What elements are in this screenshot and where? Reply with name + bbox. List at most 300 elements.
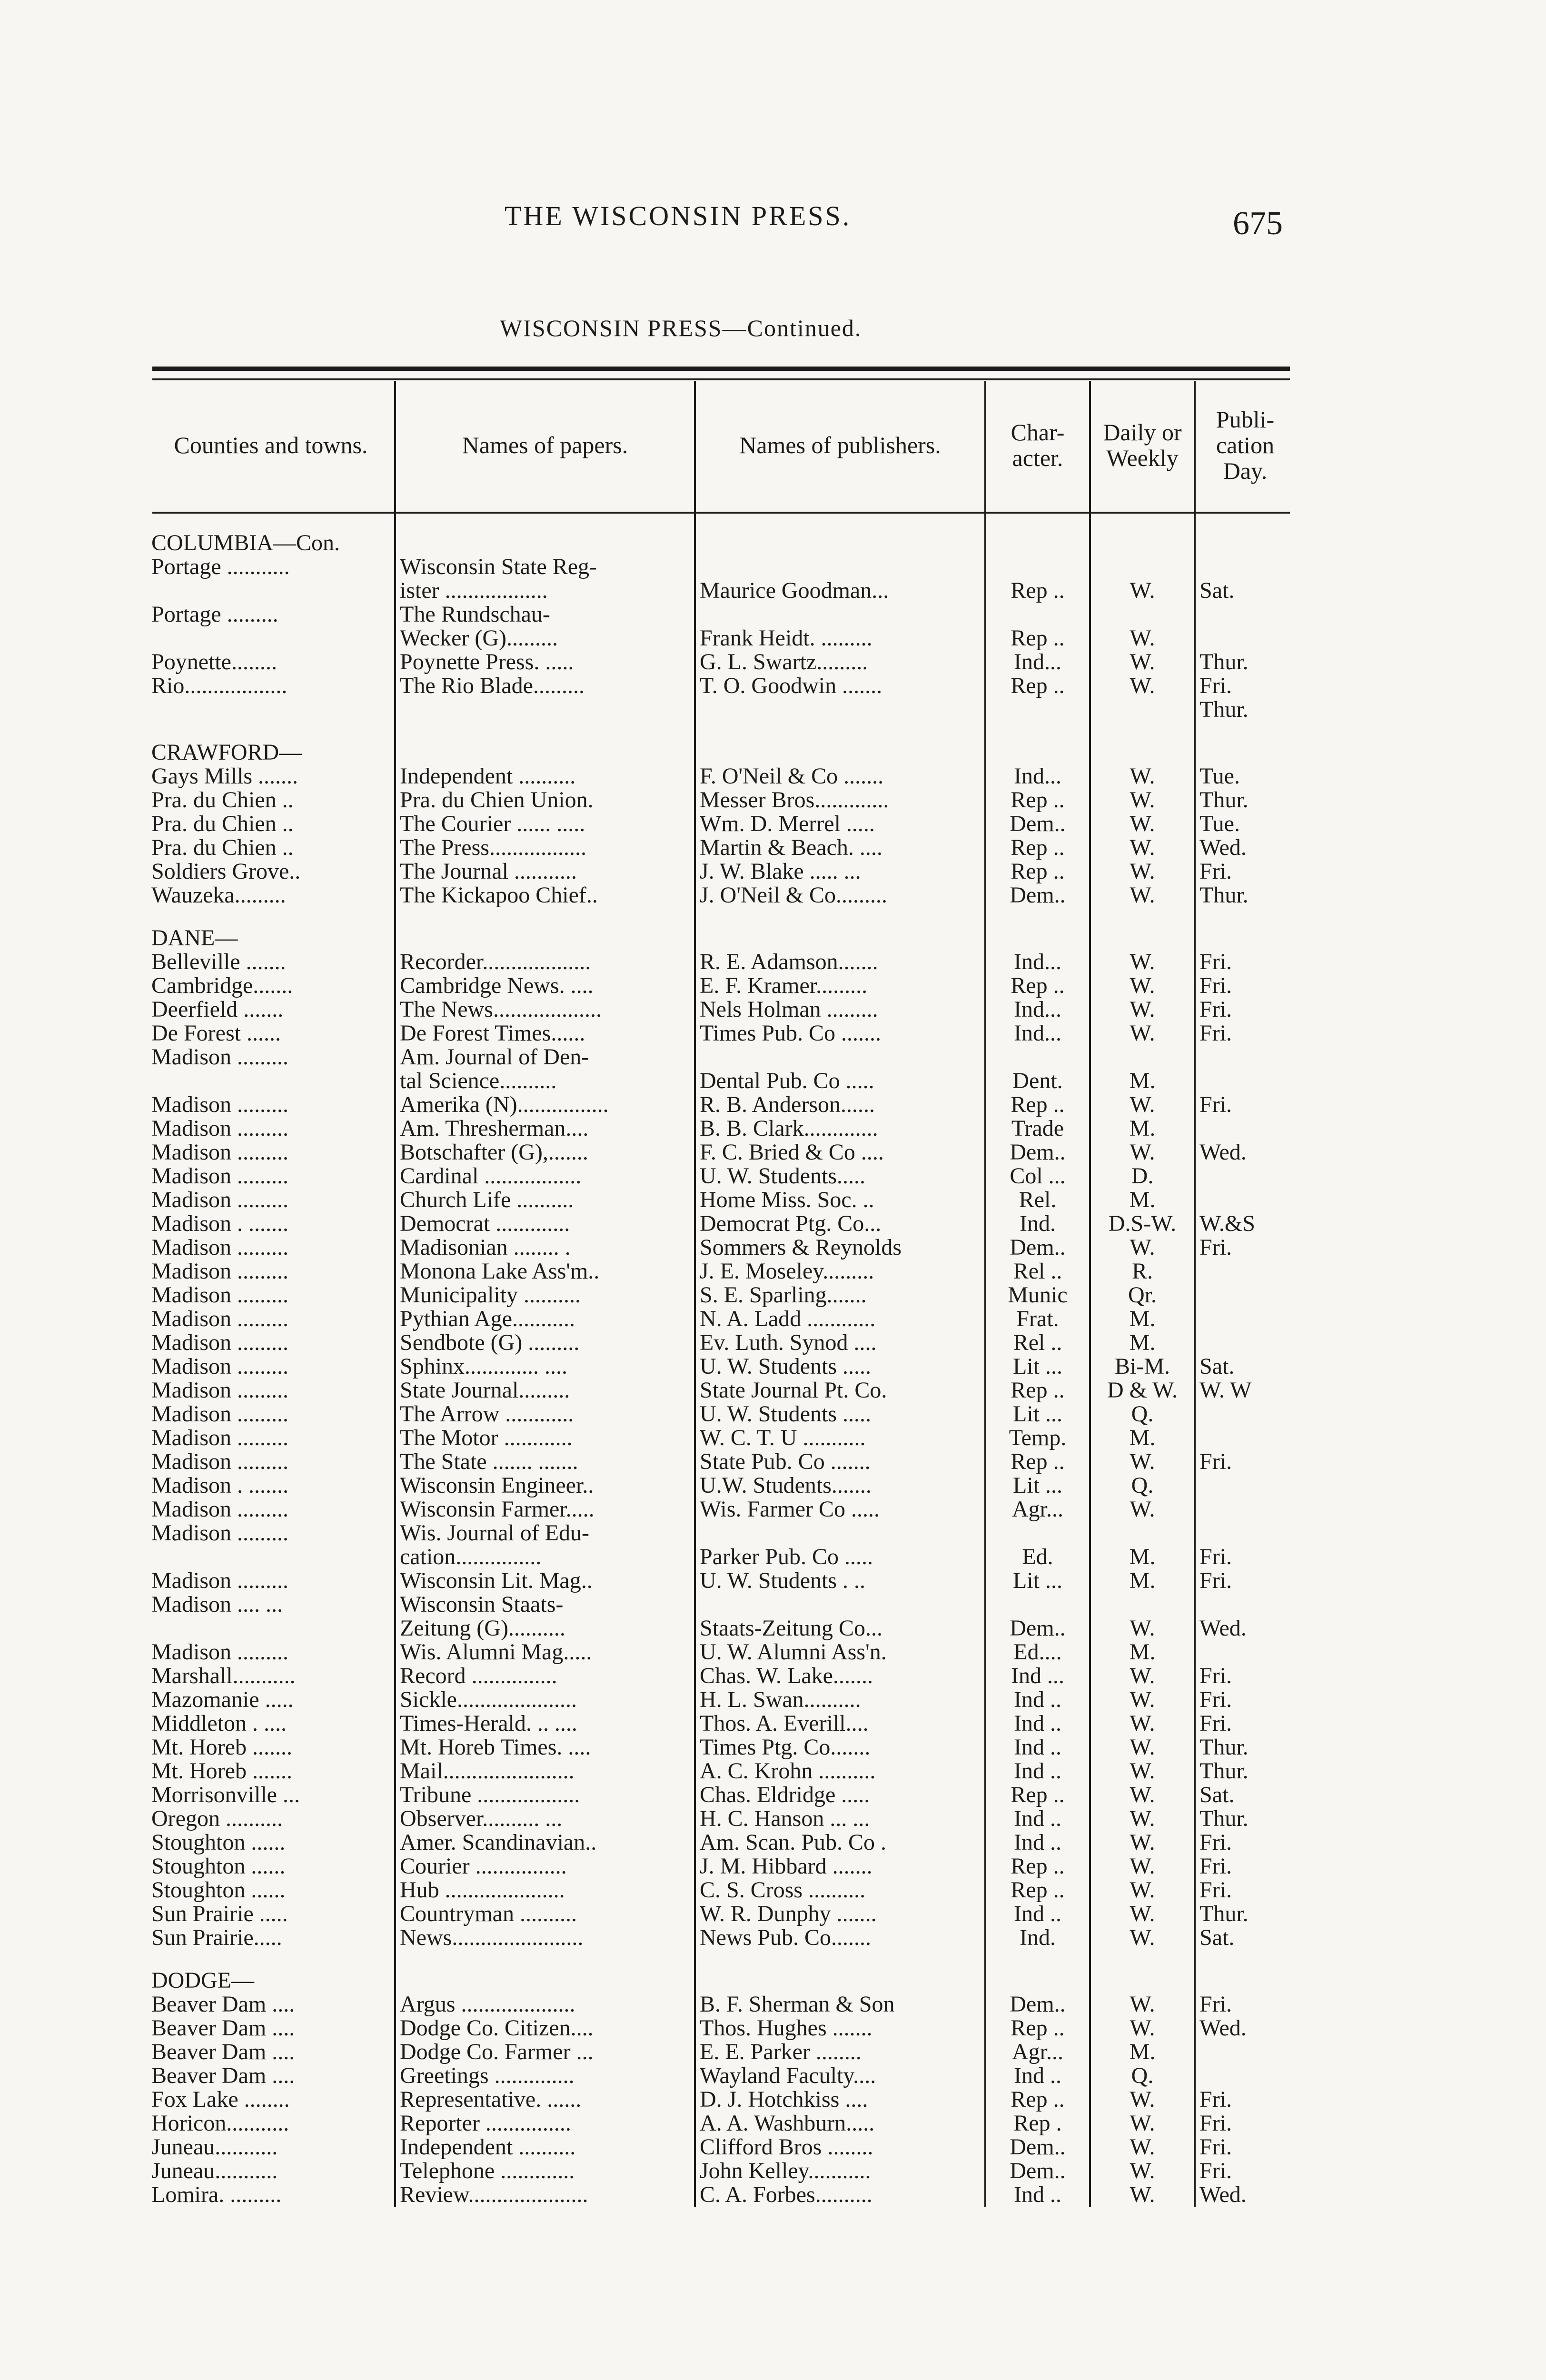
cell-frequency: W. [1090,674,1195,698]
table-row [148,1402,1295,1426]
cell-paper: Democrat ............. [395,1212,695,1236]
empty-cell [985,531,1090,555]
county-row [148,741,1295,764]
cell-publisher: F. O'Neil & Co ....... [695,764,985,788]
cell-character: Rep .. [985,626,1090,650]
table-row [148,2088,1295,2112]
empty-cell [1195,531,1295,555]
cell-day: Fri. [1195,974,1295,998]
col-header-papers: Names of papers. [395,381,695,509]
empty-cell [695,531,985,555]
cell-paper: Wis. Journal of Edu- [395,1521,695,1545]
cell-paper: ister .................. [395,579,695,603]
table-row [148,1593,1295,1616]
cell-paper: Representative. ...... [395,2088,695,2112]
cell-day: Thur. [1195,883,1295,907]
spacer-row [148,1950,1295,1969]
cell-character: Rep .. [985,788,1090,812]
empty-cell [695,1969,985,1993]
cell-day: Wed. [1195,836,1295,860]
cell-character: Munic [985,1283,1090,1307]
cell-town: Juneau........... [151,2135,278,2159]
cell-town: Stoughton ...... [151,1878,286,1902]
cell-town: Madison ......... [151,1569,288,1593]
cell-day [1195,603,1295,626]
cell-frequency: W. [1090,1902,1195,1926]
cell-paper: Wis. Alumni Mag..... [395,1640,695,1664]
cell-town: Pra. du Chien .. [151,812,294,836]
cell-character: Frat. [985,1307,1090,1331]
cell-publisher: C. S. Cross .......... [695,1878,985,1902]
table-row [148,2112,1295,2135]
cell-character [985,1593,1090,1616]
cell-paper: Record ............... [395,1664,695,1688]
cell-paper: Reporter ............... [395,2112,695,2135]
empty-cell [395,531,695,555]
cell-publisher: Parker Pub. Co ..... [695,1545,985,1569]
press-table [148,381,1295,2207]
spacer-cell [395,1950,695,1969]
cell-character [985,603,1090,626]
table-row [148,1140,1295,1164]
cell-paper: The Press................. [395,836,695,860]
empty-cell [985,1969,1090,1993]
cell-day: Fri. [1195,1664,1295,1688]
table-row [148,1021,1295,1045]
cell-frequency: W. [1090,1497,1195,1521]
cell-character: Rep .. [985,836,1090,860]
cell-character: Ind. [985,1926,1090,1950]
cell-publisher: J. O'Neil & Co......... [695,883,985,907]
cell-paper: Wecker (G)......... [395,626,695,650]
table-row [148,1759,1295,1783]
cell-day [1195,1331,1295,1355]
spacer-cell [148,722,395,741]
cell-character: Rep .. [985,1783,1090,1807]
cell-town: Beaver Dam .... [151,2040,295,2064]
table-row [148,812,1295,836]
empty-cell [1195,741,1295,764]
cell-publisher: F. C. Bried & Co .... [695,1140,985,1164]
cell-day [1195,1164,1295,1188]
cell-town: Marshall........... [151,1664,296,1688]
spacer-cell [1195,907,1295,926]
spacer-cell [985,1950,1090,1969]
cell-frequency [1090,1593,1195,1616]
cell-publisher [695,555,985,579]
cell-character: Rep .. [985,674,1090,698]
cell-paper: Dodge Co. Farmer ... [395,2040,695,2064]
spacer-cell [1195,1950,1295,1969]
cell-town: Sun Prairie..... [151,1926,282,1950]
cell-paper: Botschafter (G),....... [395,1140,695,1164]
cell-character: Col ... [985,1164,1090,1188]
cell-paper: Madisonian ........ . [395,1236,695,1259]
cell-paper: Sphinx............. .... [395,1355,695,1378]
cell-character: Ind .. [985,1831,1090,1854]
cell-day: Sat. [1195,1926,1295,1950]
cell-character: Temp. [985,1426,1090,1450]
cell-publisher: U. W. Alumni Ass'n. [695,1640,985,1664]
col-header-character: Char- acter. [985,381,1090,509]
cell-day [1195,1521,1295,1545]
table-row [148,1688,1295,1712]
cell-frequency [1090,555,1195,579]
cell-town: Madison ......... [151,1045,288,1069]
cell-frequency: W. [1090,950,1195,974]
cell-character: Ind .. [985,2183,1090,2207]
cell-frequency: M. [1090,1569,1195,1593]
cell-frequency: W. [1090,883,1195,907]
col-header-counties: Counties and towns. [174,432,368,458]
table-row [148,1569,1295,1593]
spacer-cell [1090,722,1195,741]
cell-paper: Sickle..................... [395,1688,695,1712]
spacer-cell [1195,722,1295,741]
cell-day [1195,1402,1295,1426]
table-row [148,698,1295,722]
cell-day: Sat. [1195,1783,1295,1807]
cell-frequency [1090,1045,1195,1069]
cell-town: Madison ......... [151,1426,288,1450]
cell-day: Fri. [1195,1545,1295,1569]
cell-publisher: J. W. Blake ..... ... [695,860,985,883]
table-row [148,1355,1295,1378]
cell-publisher: G. L. Swartz......... [695,650,985,674]
cell-frequency: M. [1090,1307,1195,1331]
cell-publisher: E. F. Kramer......... [695,974,985,998]
cell-frequency: W. [1090,626,1195,650]
running-head: THE WISCONSIN PRESS. [505,200,852,231]
table-row [148,764,1295,788]
cell-publisher: T. O. Goodwin ....... [695,674,985,698]
cell-publisher: John Kelley........... [695,2159,985,2183]
cell-publisher: Wm. D. Merrel ..... [695,812,985,836]
cell-character: Rep .. [985,1878,1090,1902]
cell-town: Lomira. ......... [151,2183,282,2207]
cell-frequency: M. [1090,1117,1195,1140]
cell-town [148,1616,395,1640]
cell-character: Ind .. [985,1807,1090,1831]
cell-day: Thur. [1195,1807,1295,1831]
cell-day [1195,1188,1295,1212]
cell-town: Madison ......... [151,1236,288,1259]
cell-frequency: W. [1090,2183,1195,2207]
cell-town: Soldiers Grove.. [151,860,301,883]
cell-publisher: U. W. Students ..... [695,1402,985,1426]
cell-frequency: R. [1090,1259,1195,1283]
cell-day: Wed. [1195,1616,1295,1640]
cell-town [148,579,395,603]
cell-day: Fri. [1195,1854,1295,1878]
cell-town: Oregon .......... [151,1807,283,1831]
cell-town: Gays Mills ....... [151,764,298,788]
cell-paper: Pra. du Chien Union. [395,788,695,812]
cell-publisher: H. C. Hanson ... ... [695,1807,985,1831]
cell-character: Rep .. [985,974,1090,998]
cell-paper: The Journal ........... [395,860,695,883]
cell-publisher: R. B. Anderson...... [695,1093,985,1117]
cell-frequency: W. [1090,1735,1195,1759]
cell-paper: Sendbote (G) ......... [395,1331,695,1355]
cell-character: Ind... [985,1021,1090,1045]
cell-publisher: Martin & Beach. .... [695,836,985,860]
cell-frequency: W. [1090,974,1195,998]
cell-frequency: W. [1090,1926,1195,1950]
table-row [148,1069,1295,1093]
cell-paper: Wisconsin Staats- [395,1593,695,1616]
cell-frequency: M. [1090,1640,1195,1664]
cell-town: Madison . ....... [151,1212,288,1236]
cell-character: Ind. [985,1212,1090,1236]
table-row [148,1783,1295,1807]
cell-frequency: W. [1090,1993,1195,2016]
table-row [148,626,1295,650]
cell-frequency: D. [1090,1164,1195,1188]
cell-frequency: W. [1090,2135,1195,2159]
cell-town: Morrisonville ... [151,1783,300,1807]
table-row [148,1307,1295,1331]
cell-publisher: U.W. Students....... [695,1474,985,1497]
cell-publisher: Maurice Goodman... [695,579,985,603]
cell-paper: Dodge Co. Citizen.... [395,2016,695,2040]
cell-publisher [695,698,985,722]
cell-character: Rel. [985,1188,1090,1212]
cell-town: Middleton . .... [151,1712,287,1735]
cell-town [148,1069,395,1093]
cell-character: Dem.. [985,812,1090,836]
cell-paper: The Kickapoo Chief.. [395,883,695,907]
cell-day: Fri. [1195,2112,1295,2135]
cell-frequency: Qr. [1090,1283,1195,1307]
header-rule [152,512,1290,514]
cell-day: Fri. [1195,1093,1295,1117]
cell-character: Rep .. [985,579,1090,603]
cell-frequency: W. [1090,1236,1195,1259]
cell-frequency: W. [1090,1140,1195,1164]
county-row [148,926,1295,950]
cell-town: Beaver Dam .... [151,2064,295,2088]
cell-day: Thur. [1195,788,1295,812]
table-row [148,555,1295,579]
empty-cell [395,1969,695,1993]
cell-town: Madison ......... [151,1307,288,1331]
cell-frequency: W. [1090,1616,1195,1640]
cell-paper: The Courier ...... ..... [395,812,695,836]
cell-day: Fri. [1195,1712,1295,1735]
spacer-cell [1090,907,1195,926]
table-row [148,2135,1295,2159]
cell-town: Deerfield ....... [151,998,284,1021]
table-row [148,860,1295,883]
table-row [148,1854,1295,1878]
cell-paper: Times-Herald. .. .... [395,1712,695,1735]
county-heading: COLUMBIA—Con. [151,531,340,555]
col-header-day: Publi- cation Day. [1195,381,1295,509]
empty-cell [1090,741,1195,764]
table-row [148,1807,1295,1831]
cell-publisher: E. E. Parker ........ [695,2040,985,2064]
cell-publisher: State Pub. Co ....... [695,1450,985,1474]
cell-paper: Mt. Horeb Times. .... [395,1735,695,1759]
cell-day: Fri. [1195,674,1295,698]
cell-day [1195,626,1295,650]
cell-town: Beaver Dam .... [151,2016,295,2040]
table-row [148,1878,1295,1902]
cell-town [148,698,395,722]
cell-character: Dem.. [985,1616,1090,1640]
cell-town: Madison . ....... [151,1474,288,1497]
table-row [148,1993,1295,2016]
empty-cell [695,926,985,950]
cell-publisher: S. E. Sparling....... [695,1283,985,1307]
table-header [148,381,1295,509]
cell-day: Fri. [1195,2135,1295,2159]
cell-character: Ind .. [985,1688,1090,1712]
cell-character [985,1521,1090,1545]
cell-town: Madison ......... [151,1188,288,1212]
cell-character: Ind... [985,764,1090,788]
empty-cell [395,926,695,950]
cell-day: Fri. [1195,2088,1295,2112]
cell-frequency: M. [1090,1069,1195,1093]
cell-character: Dem.. [985,1140,1090,1164]
cell-town: Stoughton ...... [151,1831,286,1854]
cell-paper: Pythian Age........... [395,1307,695,1331]
cell-town: Cambridge....... [151,974,293,998]
cell-day: Thur. [1195,1735,1295,1759]
table-row [148,1926,1295,1950]
cell-town: Horicon........... [151,2112,289,2135]
cell-frequency [1090,698,1195,722]
empty-cell [985,926,1090,950]
cell-character: Rep .. [985,1450,1090,1474]
cell-day: Wed. [1195,2183,1295,2207]
cell-character [985,555,1090,579]
table-row [148,1236,1295,1259]
cell-paper: Recorder................... [395,950,695,974]
cell-publisher: U. W. Students ..... [695,1355,985,1378]
spacer-cell [148,907,395,926]
cell-paper: The Rio Blade......... [395,674,695,698]
cell-publisher: Wis. Farmer Co ..... [695,1497,985,1521]
cell-town: Madison ......... [151,1117,288,1140]
cell-character: Lit ... [985,1474,1090,1497]
cell-character: Dem.. [985,1236,1090,1259]
cell-paper: Mail....................... [395,1759,695,1783]
cell-day: Fri. [1195,1569,1295,1593]
cell-publisher: State Journal Pt. Co. [695,1378,985,1402]
cell-publisher: W. R. Dunphy ....... [695,1902,985,1926]
table-row [148,1902,1295,1926]
table-row [148,1450,1295,1474]
cell-frequency [1090,603,1195,626]
cell-frequency: W. [1090,2112,1195,2135]
cell-character: Ind .. [985,1735,1090,1759]
cell-character: Ed.... [985,1640,1090,1664]
empty-cell [695,741,985,764]
col-header-frequency: Daily or Weekly [1090,381,1195,509]
table-row [148,1426,1295,1450]
cell-paper: Am. Thresherman.... [395,1117,695,1140]
table-row [148,836,1295,860]
cell-frequency: W. [1090,998,1195,1021]
cell-frequency: W. [1090,860,1195,883]
spacer-cell [695,907,985,926]
cell-frequency [1090,1521,1195,1545]
cell-paper: Poynette Press. ..... [395,650,695,674]
cell-day: Fri. [1195,998,1295,1021]
cell-publisher: Democrat Ptg. Co... [695,1212,985,1236]
cell-publisher: Sommers & Reynolds [695,1236,985,1259]
table-row [148,1616,1295,1640]
cell-publisher: Home Miss. Soc. .. [695,1188,985,1212]
cell-publisher: Frank Heidt. ......... [695,626,985,650]
table-row [148,1378,1295,1402]
table-row [148,1331,1295,1355]
cell-day [1195,1307,1295,1331]
cell-publisher: U. W. Students . .. [695,1569,985,1593]
cell-paper: Tribune .................. [395,1783,695,1807]
cell-day [1195,1283,1295,1307]
cell-day [1195,1640,1295,1664]
cell-frequency: M. [1090,1331,1195,1355]
cell-day: Fri. [1195,860,1295,883]
cell-frequency: W. [1090,788,1195,812]
spacer-row [148,907,1295,926]
cell-character: Ind... [985,650,1090,674]
cell-town: Mt. Horeb ....... [151,1759,292,1783]
cell-publisher: N. A. Ladd ............ [695,1307,985,1331]
cell-character: Dent. [985,1069,1090,1093]
cell-town: Juneau........... [151,2159,278,2183]
cell-town [148,1545,395,1569]
cell-day: Fri. [1195,1450,1295,1474]
cell-day: Fri. [1195,1021,1295,1045]
cell-publisher: Clifford Bros ........ [695,2135,985,2159]
cell-town: Madison ......... [151,1331,288,1355]
cell-frequency: M. [1090,1188,1195,1212]
cell-publisher: Am. Scan. Pub. Co . [695,1831,985,1854]
cell-frequency: W. [1090,1664,1195,1688]
cell-town: Fox Lake ........ [151,2088,290,2112]
cell-town: Madison ......... [151,1497,288,1521]
cell-day [1195,1497,1295,1521]
cell-frequency: Q. [1090,2064,1195,2088]
cell-day [1195,1593,1295,1616]
cell-frequency: M. [1090,2040,1195,2064]
cell-frequency: W. [1090,579,1195,603]
cell-day [1195,1474,1295,1497]
cell-town: Madison ......... [151,1402,288,1426]
cell-day: Fri. [1195,1236,1295,1259]
cell-frequency: W. [1090,1093,1195,1117]
cell-paper: Observer.......... ... [395,1807,695,1831]
cell-frequency: W. [1090,2088,1195,2112]
cell-paper: Municipality .......... [395,1283,695,1307]
cell-character: Ind... [985,950,1090,974]
table-row [148,2016,1295,2040]
table-row [148,1712,1295,1735]
cell-town: Rio.................. [151,674,287,698]
cell-town: Madison ......... [151,1259,288,1283]
cell-frequency: W. [1090,812,1195,836]
cell-publisher: Ev. Luth. Synod .... [695,1331,985,1355]
cell-frequency: Q. [1090,1402,1195,1426]
cell-town: Madison ......... [151,1093,288,1117]
cell-frequency: W. [1090,1831,1195,1854]
table-row [148,950,1295,974]
